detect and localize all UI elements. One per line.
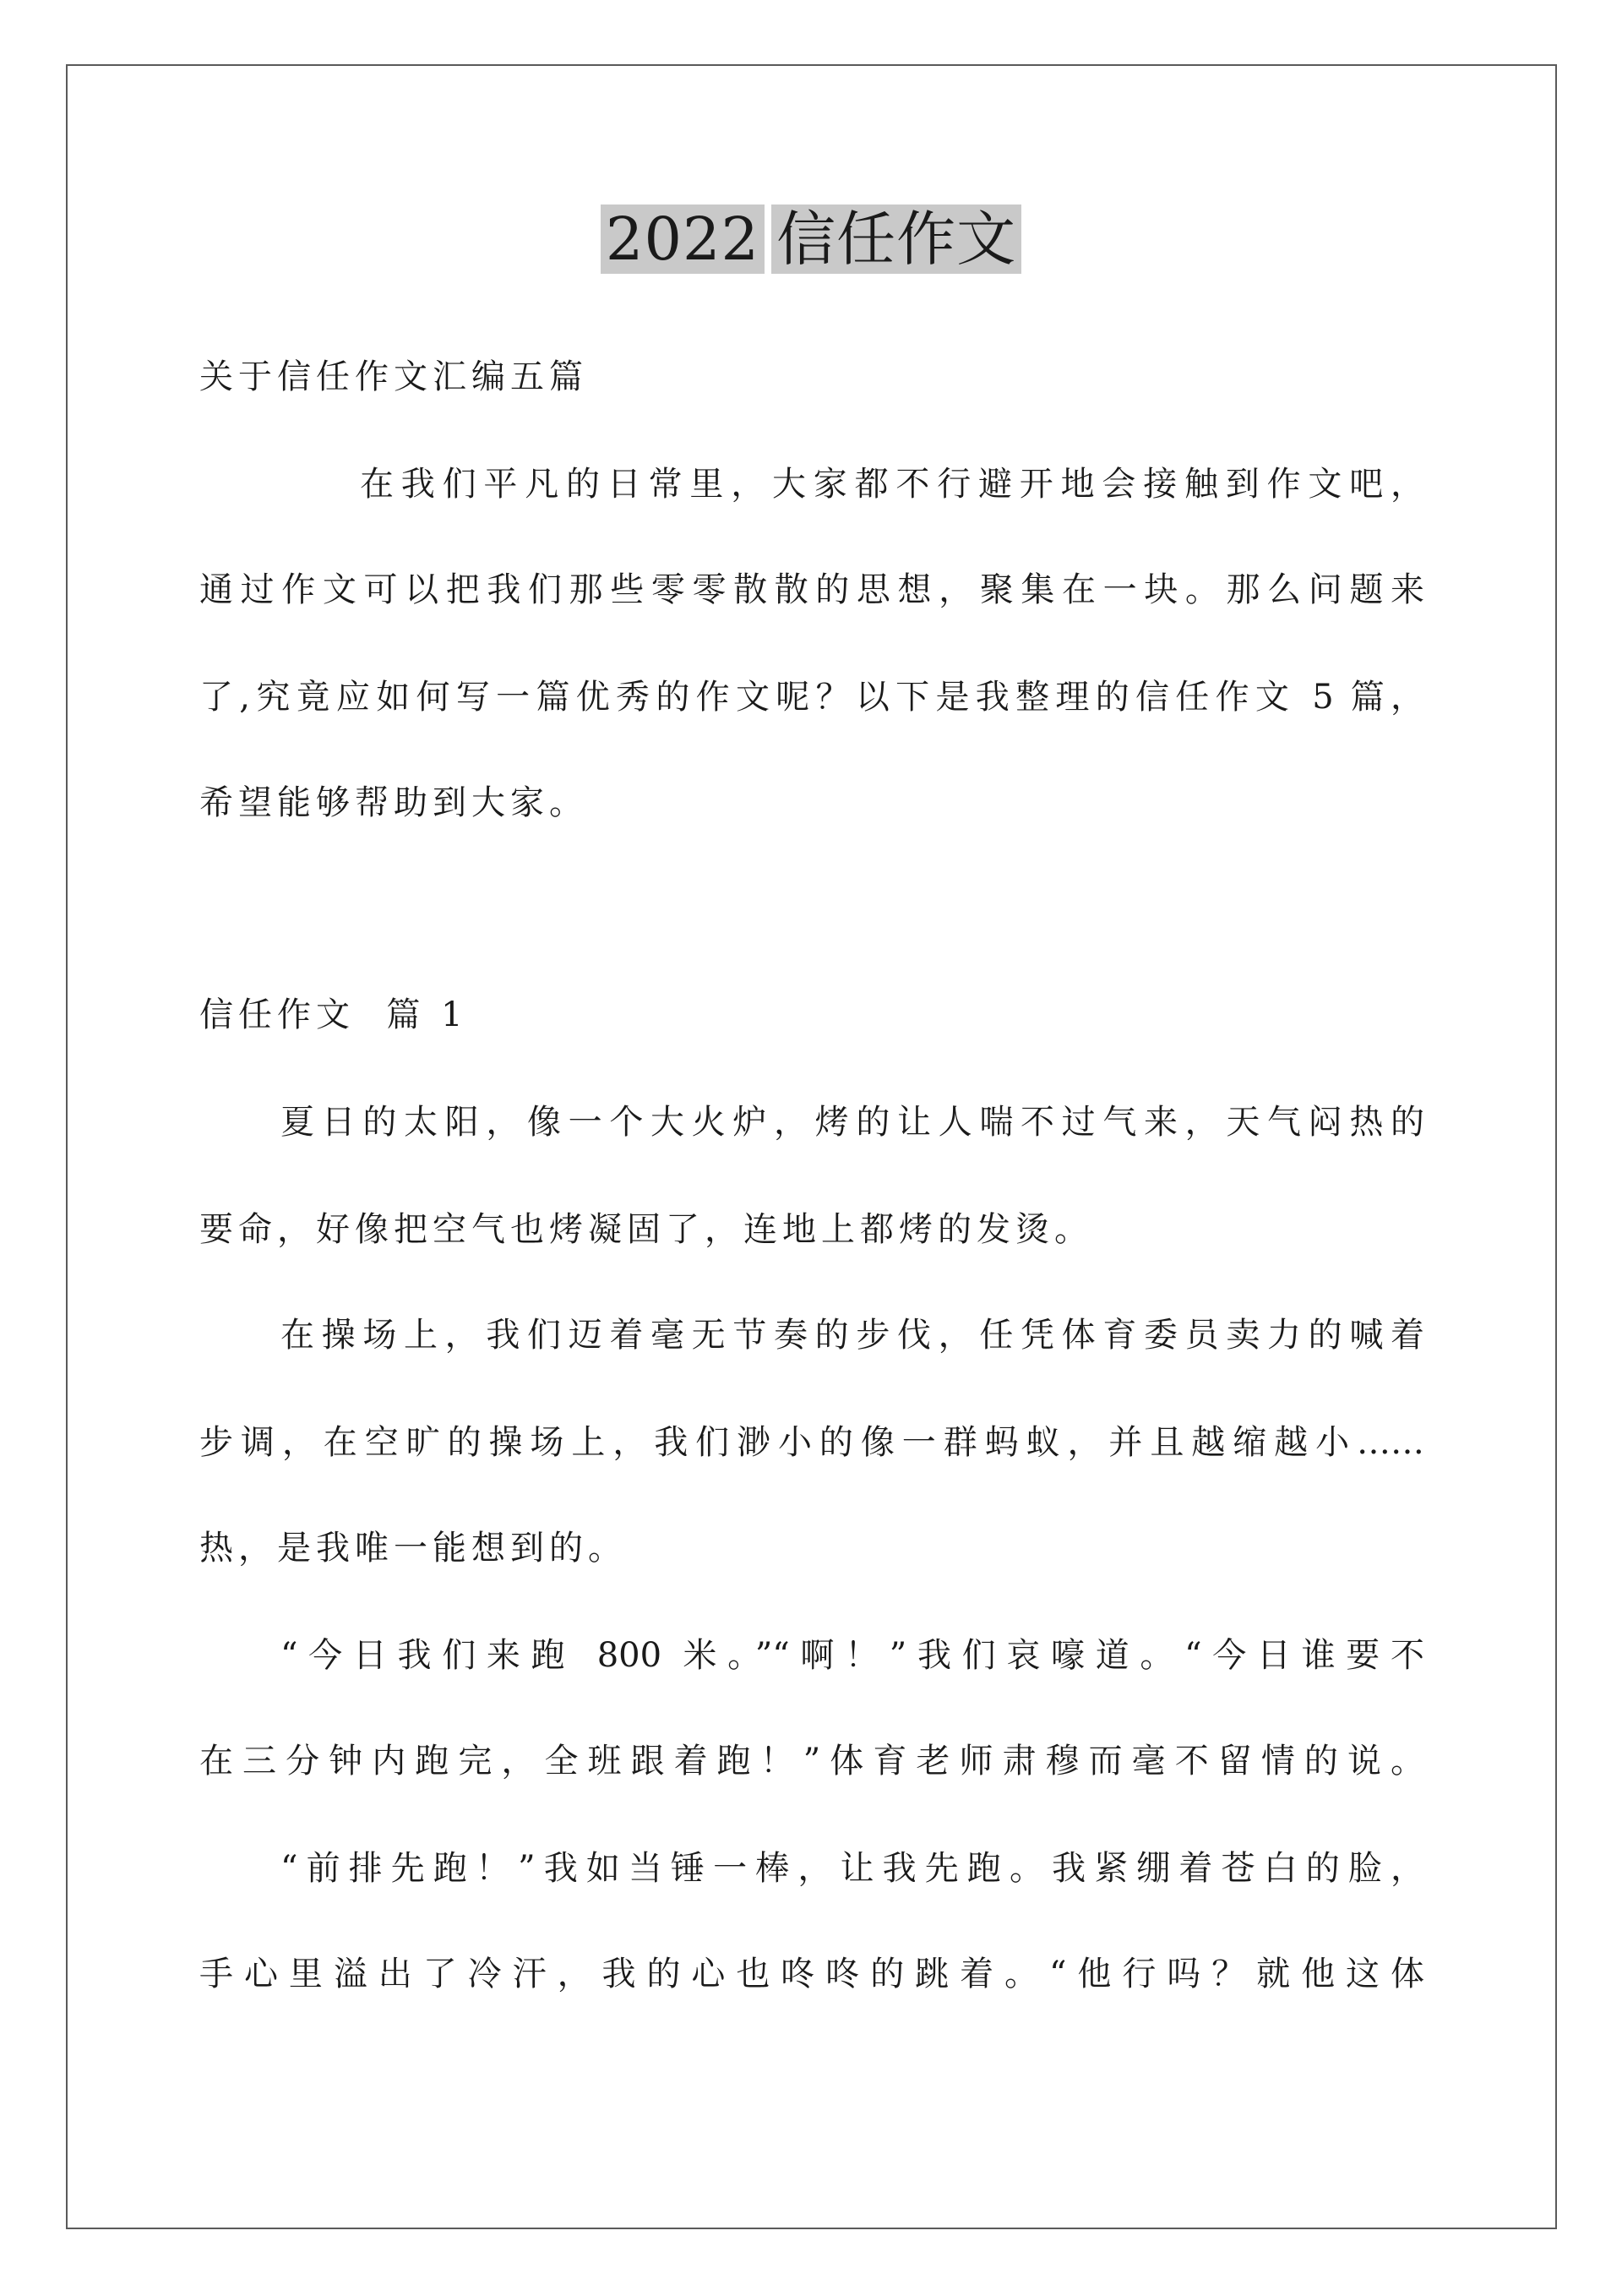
subtitle: 关于信任作文汇编五篇 bbox=[199, 357, 588, 396]
intro-line-1: 在我们平凡的日常里，大家都不行避开地会接触到作文吧， bbox=[360, 465, 1424, 504]
document-title bbox=[0, 203, 1622, 275]
section-heading: 信任作文 篇 1 bbox=[199, 995, 468, 1034]
intro-line-2: 通过作文可以把我们那些零零散散的思想，聚集在一块。那么问题来 bbox=[199, 570, 1424, 609]
title-year: 2022 bbox=[601, 205, 765, 274]
intro-line-4: 希望能够帮助到大家。 bbox=[199, 783, 588, 822]
body-line-8: “前排先跑！”我如当锤一棒，让我先跑。我紧绷着苍白的脸， bbox=[280, 1849, 1424, 1888]
body-line-7: 在三分钟内跑完，全班跟着跑！”体育老师肃穆而毫不留情的说。 bbox=[199, 1742, 1424, 1781]
intro-line-3: 了,究竟应如何写一篇优秀的作文呢？以下是我整理的信任作文 5 篇， bbox=[199, 678, 1424, 717]
body-line-2: 要命，好像把空气也烤凝固了，连地上都烤的发烫。 bbox=[199, 1210, 1093, 1249]
body-line-9: 手心里溢出了冷汗，我的心也咚咚的跳着。“他行吗？就他这体 bbox=[199, 1955, 1424, 1993]
body-line-1: 夏日的太阳，像一个大火炉，烤的让人喘不过气来，天气闷热的 bbox=[280, 1103, 1424, 1142]
body-line-4: 步调，在空旷的操场上，我们渺小的像一群蚂蚁，并且越缩越小…… bbox=[199, 1423, 1424, 1462]
body-line-6: “今日我们来跑 800 米。”“啊！”我们哀嚎道。“今日谁要不 bbox=[280, 1636, 1424, 1675]
body-line-3: 在操场上，我们迈着毫无节奏的步伐，任凭体育委员卖力的喊着 bbox=[280, 1316, 1424, 1355]
body-line-5: 热，是我唯一能想到的。 bbox=[199, 1529, 627, 1568]
title-text: 信任作文 bbox=[771, 205, 1021, 274]
